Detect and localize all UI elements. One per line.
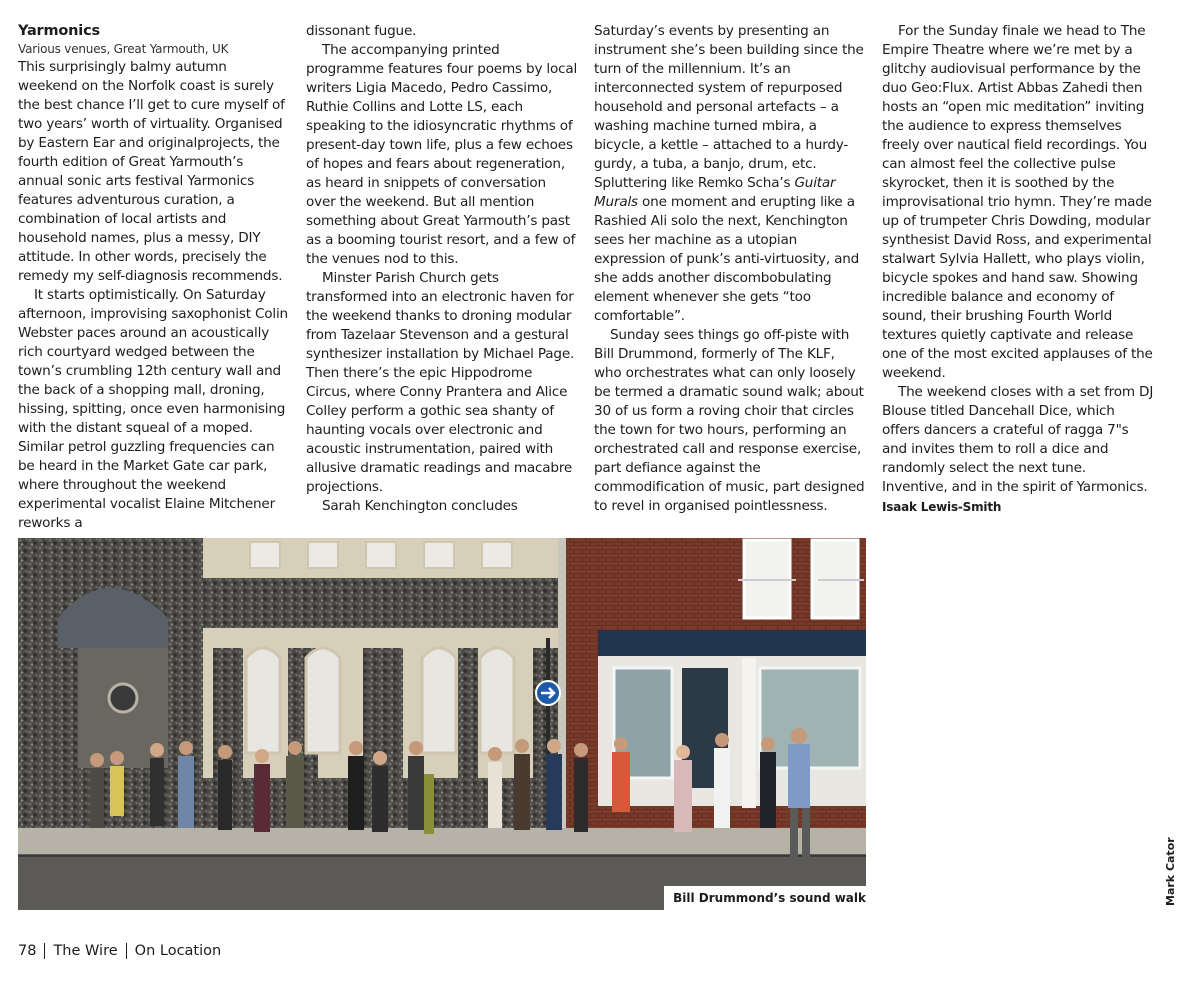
magazine-name: The Wire [53,943,118,959]
section-name: On Location [134,943,222,959]
footer-divider [126,943,127,959]
photo-caption: Bill Drummond’s sound walk [664,886,866,910]
paragraph: It starts optimistically. On Saturday afternoon, improvising saxophonist Colin Webster paces around an acoustically rich courtyard wedged between the town’s crumbling 12th century wall and the back of a shopping mall, droning, hissing, spitting, once even harmonising with the distant squeal of a moped. Similar petrol guzzling frequencies can be heard in the Market Gate car park, where throughout the weekend experimental vocalist Elaine Mitchener reworks a [18,287,288,531]
article-column-1 [18,22,290,533]
article-column-4 [882,22,1154,517]
review-title: Yarmonics [18,23,100,39]
paragraph-text: Saturday’s events by presenting an instrument she’s been building since the turn of the millennium. It’s an interconnected system of repurposed household and personal artefacts – a washing machine turned mbira, a bicycle, a kettle – attached to a hurdy-gurdy, a tuba, a banjo, drum, etc. Spluttering like Remko Scha’s [594,23,864,191]
paragraph: For the Sunday finale we head to The Empire Theatre where we’re met by a glitchy audiovisual performance by the duo Geo:Flux. Artist Abbas Zahedi then hosts an “open mic meditation” inviting the audience to express themselves freely over nautical field recordings. You can almost feel the collective pulse skyrocket, then it is soothed by the improvisational trio hymn. They’re made up of trumpeter Chris Dowding, modular synthesist David Ross, and experimental stalwart Sylvia Hallett, who plays violin, bicycle spokes and hand saw. Showing incredible balance and economy of sound, their brushing Fourth World textures quietly captivate and release one of the most excited applauses of the weekend. [882,23,1153,381]
footer-divider [44,943,45,959]
paragraph: Sunday sees things go off-piste with Bill Drummond, formerly of The KLF, who orchestrates what can only loosely be termed a dramatic sound walk; about 30 of us form a roving choir that circles the town for two hours, performing an orchestrated call and response exercise, part defiance against the commodification of music, part designed to revel in organised pointlessness. [594,327,865,514]
article-column-2 [306,22,578,516]
paragraph: The weekend closes with a set from DJ Blouse titled Dancehall Dice, which offers dancers a crateful of ragga 7"s and invites them to roll a dice and randomly select the next tune. Inventive, and in the spirit of Yarmonics. [882,384,1154,495]
artwork-title: Guitar Murals [594,175,836,210]
paragraph: This surprisingly balmy autumn weekend on the Norfolk coast is surely the best chance I’ll get to cure myself of two years’ worth of virtuality. Organised by Eastern Ear and originalprojects, the fourth edition of Great Yarmouth’s annual sonic arts festival Yarmonics features adventurous curation, a combination of local artists and household names, plus a messy, DIY attitude. In other words, precisely the remedy my self-diagnosis recommends. [18,59,285,284]
paragraph: dissonant fugue. [306,23,417,39]
article-column-3 [594,22,866,516]
author-byline: Isaak Lewis-Smith [882,500,1002,514]
review-venue: Various venues, Great Yarmouth, UK [18,42,229,56]
page-footer [18,941,221,961]
paragraph: Sarah Kenchington concludes [322,498,518,514]
article-photo [18,538,866,910]
paragraph-text: one moment and erupting like a Rashied Ali solo the next, Kenchington sees her machine as a utopian expression of punk’s anti-virtuosity, and she adds another discombobulating element whenever she gets “too comfortable”. [594,194,860,324]
paragraph [594,22,866,326]
paragraph: Minster Parish Church gets transformed into an electronic haven for the weekend thanks to droning modular from Tazelaar Stevenson and a gestural synthesizer installation by Michael Page. Then there’s the epic Hippodrome Circus, where Conny Prantera and Alice Colley perform a gothic sea shanty of haunting vocals over electronic and acoustic instrumentation, paired with allusive dramatic readings and macabre projections. [306,270,575,495]
paragraph: The accompanying printed programme features four poems by local writers Ligia Macedo, Pedro Cassimo, Ruthie Collins and Lotte LS, each speaking to the idiosyncratic rhythms of present-day town life, plus a few echoes of hopes and fears about regeneration, as heard in snippets of conversation over the weekend. But all mention something about Great Yarmouth’s past as a booming tourist resort, and a few of the venues nod to this. [306,42,578,267]
page-number: 78 [18,943,37,959]
photo-credit: Mark Cator [1164,837,1177,906]
street-scene-illustration [18,538,866,910]
